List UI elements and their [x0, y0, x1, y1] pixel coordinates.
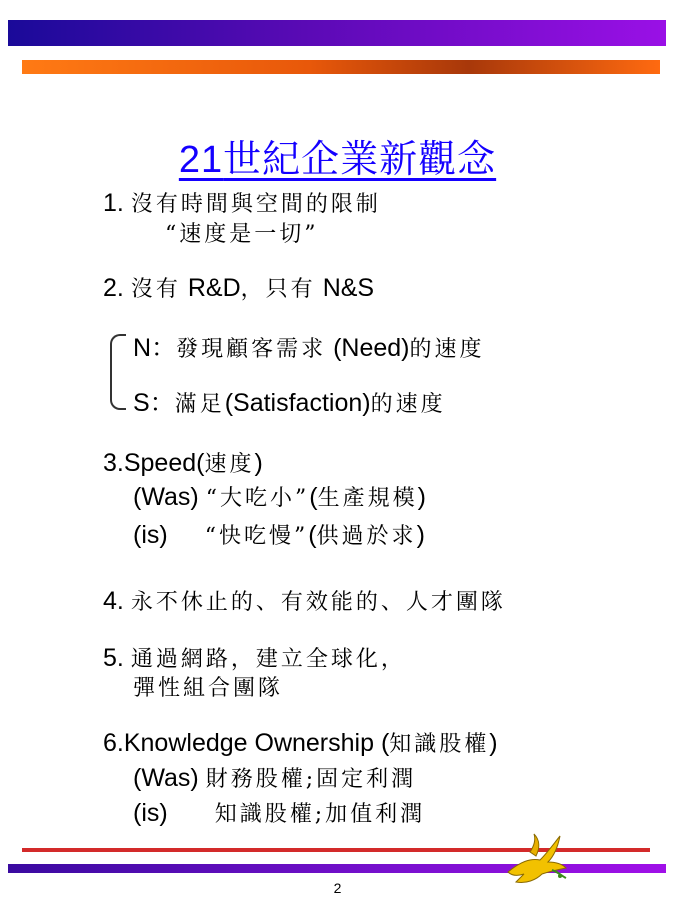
- item-text: 永不休止的、有效能的、人才團隊: [130, 590, 506, 615]
- item-ns: N&S: [322, 274, 375, 302]
- was-label: (Was): [133, 764, 199, 792]
- dove-logo-icon: [500, 832, 570, 887]
- item-head-close: ): [254, 449, 263, 477]
- item-text: 生產規模: [317, 486, 418, 511]
- item-en: (Need): [333, 334, 410, 362]
- item-quote: “速度是一切”: [165, 222, 319, 247]
- item-1-line-1: [103, 190, 381, 218]
- title-text: 世紀企業新觀念: [223, 137, 497, 181]
- paren-open: (: [309, 483, 318, 511]
- item-head: 3.Speed(: [103, 449, 205, 477]
- paren-open: (: [308, 521, 317, 549]
- item-text: 通過網路，建立全球化，: [130, 647, 406, 672]
- item-5-line-1: [103, 645, 406, 673]
- item-en: (Satisfaction): [224, 389, 371, 417]
- item-number: 1.: [103, 189, 124, 217]
- item-2: [103, 275, 374, 303]
- was-label: (Was): [133, 483, 199, 511]
- item-quote: “快吃慢”: [204, 524, 309, 549]
- item-text: 的速度: [409, 337, 485, 362]
- is-label: (is): [133, 799, 168, 827]
- item-label: S：: [133, 389, 175, 417]
- item-4: [103, 588, 506, 616]
- paren-close: ): [417, 483, 426, 511]
- item-label: N：: [133, 334, 177, 362]
- page-number: 2: [333, 880, 342, 896]
- item-6-was: [133, 765, 416, 793]
- brace-icon: [110, 334, 126, 410]
- item-3-is: [133, 522, 425, 550]
- item-6-head: [103, 730, 498, 758]
- page-title: [0, 128, 675, 183]
- item-6-is: [133, 800, 425, 828]
- title-number: 21: [178, 139, 224, 181]
- item-text: 財務股權;固定利潤: [205, 767, 417, 792]
- header-bar-orange: [22, 60, 660, 74]
- item-head-close: ): [489, 729, 498, 757]
- item-5-line-2: [133, 676, 283, 702]
- item-text: 的速度: [370, 392, 446, 417]
- paren-close: ): [416, 521, 425, 549]
- item-3-was: [133, 484, 426, 512]
- item-number: 2.: [103, 274, 124, 302]
- item-text: 供過於求: [316, 524, 417, 549]
- item-number: 5.: [103, 644, 124, 672]
- item-text: 知識股權;加值利潤: [214, 802, 426, 827]
- item-2-s: [133, 390, 446, 418]
- header-bar-purple: [8, 20, 666, 46]
- item-text: 沒有時間與空間的限制: [130, 192, 381, 217]
- item-text: 彈性組合團隊: [133, 676, 284, 701]
- item-text: 知識股權: [389, 732, 490, 757]
- item-text: ，只有: [240, 277, 316, 302]
- is-label: (is): [133, 521, 168, 549]
- item-head: 6.Knowledge Ownership (: [103, 729, 390, 757]
- item-1-line-2: [165, 222, 319, 248]
- item-text: 沒有: [130, 277, 181, 302]
- item-2-n: [133, 335, 485, 363]
- item-text: 滿足: [174, 392, 225, 417]
- item-number: 4.: [103, 587, 124, 615]
- item-text: 發現顧客需求: [176, 337, 327, 362]
- item-3-head: [103, 450, 263, 478]
- item-text: 速度: [204, 452, 255, 477]
- item-quote: “大吃小”: [205, 486, 310, 511]
- item-rd: R&D: [187, 274, 241, 302]
